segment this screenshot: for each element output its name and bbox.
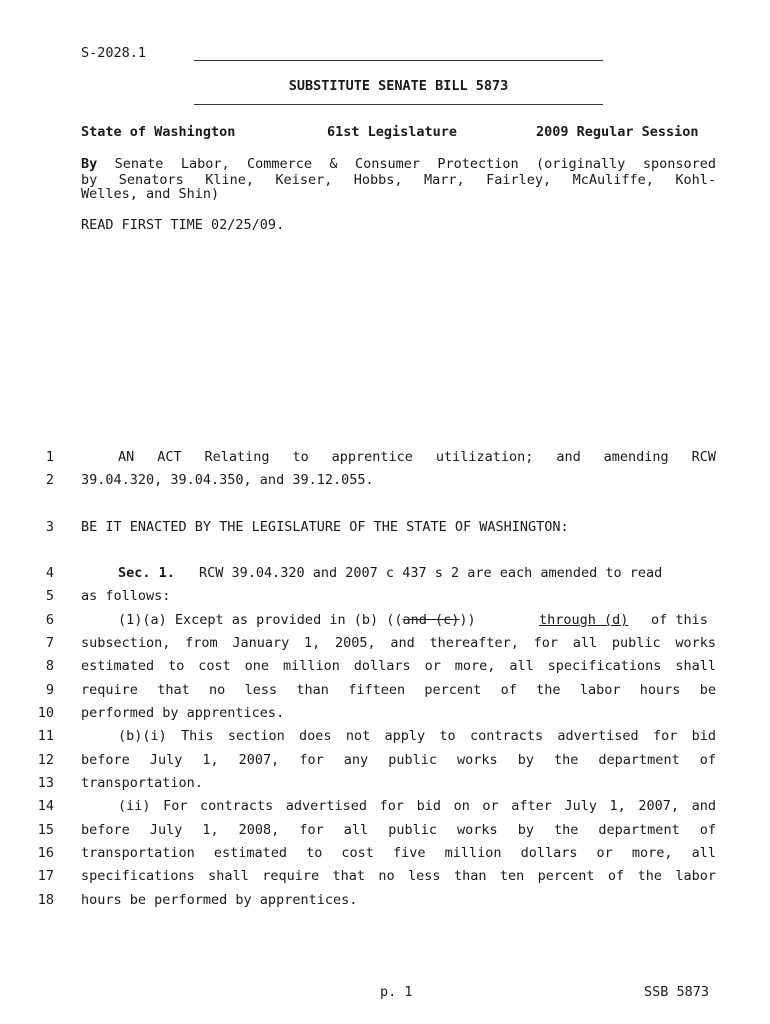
line-number: 2 xyxy=(45,472,54,488)
line-number: 4 xyxy=(45,565,54,581)
line-number: 17 xyxy=(37,868,54,884)
line-number: 11 xyxy=(37,728,54,744)
line-number: 14 xyxy=(37,798,54,814)
line-number: 15 xyxy=(37,822,54,838)
sponsor-line-2: by Senators Kline, Keiser, Hobbs, Marr, Fairley, McAuliffe, Kohl- xyxy=(81,172,716,188)
bill-short-name: SSB 5873 xyxy=(644,984,710,1000)
line-number: 8 xyxy=(45,658,54,674)
bill-line: (b)(i) This section does not apply to contracts advertised for bid xyxy=(118,728,716,744)
bill-line: before July 1, 2008, for all public works by the department of xyxy=(81,822,716,838)
line-number: 18 xyxy=(37,892,54,908)
line-number: 13 xyxy=(37,775,54,791)
read-first-time: READ FIRST TIME 02/25/09. xyxy=(81,217,285,233)
line-number: 16 xyxy=(37,845,54,861)
line-number: 1 xyxy=(45,449,54,465)
bill-line: (ii) For contracts advertised for bid on or after July 1, 2007, and xyxy=(118,798,716,814)
header-rule-bottom xyxy=(194,104,603,105)
bill-line: estimated to cost one million dollars or more, all specifications shall xyxy=(81,658,716,674)
sponsor-line-3: Welles, and Shin) xyxy=(81,186,220,202)
bill-line: require that no less than fifteen percent of the labor hours be xyxy=(81,682,716,698)
line-number: 12 xyxy=(37,752,54,768)
session-label: 2009 Regular Session xyxy=(536,124,699,140)
bill-title: SUBSTITUTE SENATE BILL 5873 xyxy=(288,78,509,94)
bill-line: performed by apprentices. xyxy=(81,705,285,721)
state-label: State of Washington xyxy=(81,124,236,140)
line-number: 10 xyxy=(37,705,54,721)
page-number: p. 1 xyxy=(380,984,413,1000)
bill-line: transportation. xyxy=(81,775,203,791)
bill-line: subsection, from January 1, 2005, and thereafter, for all public works xyxy=(81,635,716,651)
bill-line: before July 1, 2007, for any public works by the department of xyxy=(81,752,716,768)
line-number: 3 xyxy=(45,519,54,535)
bill-line: RCW 39.04.320 and 2007 c 437 s 2 are each amended to read xyxy=(199,565,663,581)
by-label: By xyxy=(81,156,98,172)
header-rule-top xyxy=(194,60,603,61)
bill-line: as follows: xyxy=(81,588,171,604)
struck-text: and (c) xyxy=(402,612,460,628)
bill-line: of this xyxy=(651,612,708,628)
bill-line: 39.04.320, 39.04.350, and 39.12.055. xyxy=(81,472,374,488)
bill-line: transportation estimated to cost five million dollars or more, all xyxy=(81,845,716,861)
bill-line: specifications shall require that no less than ten percent of the labor xyxy=(81,868,716,884)
inserted-text: through (d) xyxy=(539,612,629,628)
section-heading: Sec. 1. xyxy=(118,565,175,581)
bill-line: (1)(a) Except as provided in (b) ((and (c))) xyxy=(118,612,476,628)
document-id: S-2028.1 xyxy=(81,45,147,61)
line-number: 5 xyxy=(45,588,54,604)
bill-line: BE IT ENACTED BY THE LEGISLATURE OF THE STATE OF WASHINGTON: xyxy=(81,519,569,535)
line-number: 9 xyxy=(45,682,54,698)
bill-line: hours be performed by apprentices. xyxy=(81,892,358,908)
line-number: 7 xyxy=(45,635,54,651)
legislature-label: 61st Legislature xyxy=(327,124,458,140)
bill-line: AN ACT Relating to apprentice utilization; and amending RCW xyxy=(118,449,716,465)
sponsor-line-1: By Senate Labor, Commerce & Consumer Protection (originally sponsored xyxy=(81,156,716,172)
line-number: 6 xyxy=(45,612,54,628)
